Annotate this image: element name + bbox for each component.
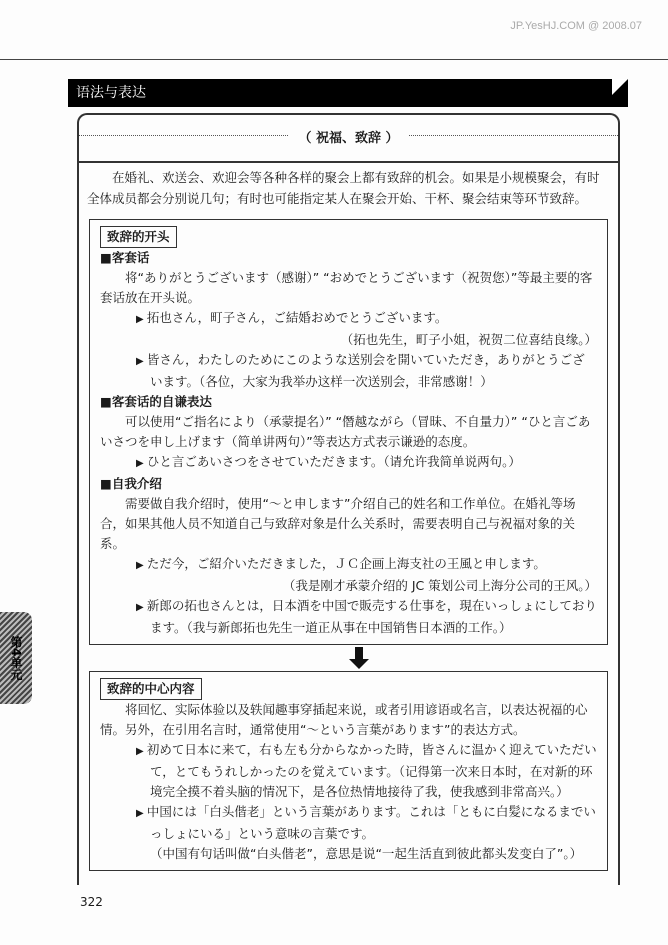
header-rule bbox=[0, 59, 668, 60]
subheading: ■ 客套话的自谦表达 bbox=[100, 392, 597, 412]
subheading: ■ 自我介绍 bbox=[100, 474, 597, 494]
section-label: 致辞的开头 bbox=[100, 226, 177, 248]
down-arrow-icon bbox=[355, 647, 363, 659]
example: ▶ 新郎の拓也さんとは，日本酒を中国で販売する仕事を，現在いっしょにしております。（我与新郎拓也先生一道正从事在中国销售日本酒的工作。） bbox=[100, 596, 597, 638]
subheading: ■ 客套话 bbox=[100, 248, 597, 268]
translation: （拓也先生，町子小姐，祝贺二位喜结良缘。） bbox=[340, 332, 597, 347]
paragraph: 可以使用“ご指名により（承蒙提名）” “僭越ながら（冒昧、不自量力）” “ひと言ごあいさつを申し上げます（简单讲两句）”等表达方式表示谦逊的态度。 bbox=[100, 414, 591, 449]
page-corner-icon bbox=[612, 79, 628, 95]
main-content-section bbox=[89, 671, 608, 871]
section-bar bbox=[68, 79, 628, 107]
example: ▶ 中国には「白头偕老」という言葉があります。これは「ともに白髪になるまでいっしょにいる」という意味の言葉です。 bbox=[100, 802, 597, 844]
topic-title-row bbox=[79, 127, 618, 146]
unit-side-tab: 第4单元 bbox=[0, 612, 32, 704]
page-number: 322 bbox=[80, 895, 103, 909]
example: ▶ ただ今，ご紹介いただきました，ＪＣ企画上海支社の王風と申します。 bbox=[100, 554, 597, 576]
watermark: JP.YesHJ.COM @ 2008.07 bbox=[510, 20, 642, 32]
section-title: 语法与表达 bbox=[76, 85, 146, 101]
example: ▶ ひと言ごあいさつをさせていただきます。（请允许我简单说两句。） bbox=[100, 452, 597, 474]
divider bbox=[79, 161, 618, 163]
example: ▶ 初めて日本に来て，右も左も分からなかった時，皆さんに温かく迎えていただいて，とてもうれしかったのを覚えています。（记得第一次来日本时，在对新的环境完全摸不着头脑的情况下，是各位热情地接待了我，使我感到非常高兴。） bbox=[100, 740, 597, 802]
paragraph: 将回忆、实际体验以及轶闻趣事穿插起来说，或者引用谚语或名言，以表达祝福的心情。另外，在引用名言时，通常使用“～という言葉があります”的表达方式。 bbox=[100, 702, 588, 737]
intro-paragraph: 在婚礼、欢送会、欢迎会等各种各样的聚会上都有致辞的机会。如果是小规模聚会，有时全体成员都会分别说几句；有时也可能指定某人在聚会开始、干杯、聚会结束等环节致辞。 bbox=[87, 170, 600, 206]
section-label: 致辞的中心内容 bbox=[100, 678, 202, 700]
topic-title: （ 祝福、致辞 ） bbox=[288, 131, 408, 146]
example: ▶ 皆さん，わたしのためにこのような送别会を開いていただき，ありがとうございます。（各位，大家为我举办这样一次送别会，非常感谢！） bbox=[100, 350, 597, 392]
paragraph: 将“ありがとうございます（感谢）” “おめでとうございます（祝贺您）”等最主要的客套话放在开头说。 bbox=[100, 270, 593, 305]
topic-frame bbox=[77, 113, 620, 885]
translation: （中国有句话叫做“白头偕老”，意思是说“一起生活直到彼此都头发变白了”。） bbox=[150, 846, 583, 861]
translation: （我是刚才承蒙介绍的 JC 策划公司上海分公司的王风。） bbox=[282, 578, 597, 593]
paragraph: 需要做自我介绍时，使用“～と申します”介绍自己的姓名和工作单位。在婚礼等场合，如果其他人员不知道自己与致辞对象是什么关系时，需要表明自己与祝福对象的关系。 bbox=[100, 496, 576, 551]
opening-section bbox=[89, 219, 608, 645]
example: ▶ 拓也さん，町子さん，ご結婚おめでとうございます。 bbox=[100, 308, 597, 330]
arrow-row bbox=[89, 645, 608, 671]
